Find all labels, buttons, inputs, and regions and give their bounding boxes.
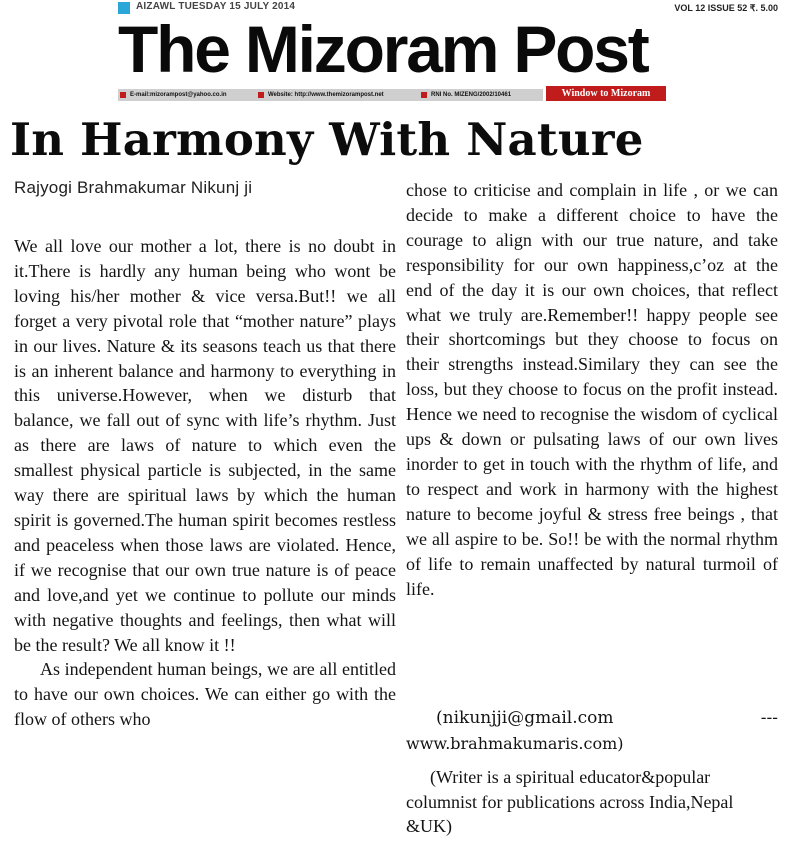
- contact-website: www.brahmakumaris.com): [406, 734, 624, 753]
- writer-note: [406, 765, 778, 839]
- newspaper-title: The Mizoram Post: [118, 12, 648, 86]
- article-right-column: [406, 178, 778, 601]
- contact-email: (nikunjji@gmail.com: [436, 708, 614, 728]
- article-headline: In Harmony With Nature: [10, 113, 644, 166]
- tagline-badge: Window to Mizoram: [546, 86, 666, 101]
- paragraph: chose to criticise and complain in life , or we can decide to make a different choice to have the courage to align with our true nature, and take responsibility for our own happiness,c’oz at the end of the day it is our own choices, that reflect what we truly are.Remember!! happy people see their shortcomings but they choose to focus on their strengths instead.Similary they can see the loss, but they choose to focus on the profit instead. Hence we need to recognise the wisdom of cyclical ups & down or pulsating laws of our own lives inorder to get in touch with the rhythm of life, and to respect and work in harmony with the highest nature to become joyful & stress free beings , that we all aspire to be. So!! be with the normal rhythm of life to remain unaffected by natural turmoil of life.: [406, 180, 778, 599]
- paragraph: As independent human beings, we are all entitled to have our own choices. We can either go with the flow of others who: [14, 659, 396, 730]
- contact-bar: [118, 89, 543, 101]
- rni-text: RNI No. MIZENG/2002/10461: [431, 92, 512, 98]
- bullet-square-icon: [258, 92, 264, 98]
- writer-note-text: (Writer is a spiritual educator&popular columnist for publications across India,Nepal &UK): [406, 767, 734, 836]
- rni-info: [421, 89, 511, 101]
- paragraph: We all love our mother a lot, there is no doubt in it.There is hardly any human being who wont be loving his/her mother & vice versa.But!! we all forget a very pivotal role that “mother nature” plays in our lives. Nature & its seasons teach us that there is an inherent balance and harmony to everything in this universe.However, when we disturb that balance, we fall out of sync with life’s rhythm. Just as there are laws of nature to which even the smallest physical particle is subjected, in the same way there are spiritual laws by which the human spirit is governed.The human spirit becomes restless and peaceless when those laws are violated. Hence, if we recognise that our own true nature is of peace and love,and yet we continue to pollute our minds with negative thoughts and feelings, then what will be the result? We all know it !!: [14, 236, 396, 655]
- edition-date: AIZAWL TUESDAY 15 JULY 2014: [136, 1, 296, 12]
- website-text: Website: http://www.themizorampost.net: [268, 92, 384, 98]
- bullet-square-icon: [421, 92, 427, 98]
- website-info: [258, 89, 384, 101]
- email-info: [120, 89, 227, 101]
- contact-dashes: ---: [760, 708, 778, 728]
- issue-info: VOL 12 ISSUE 52 ₹. 5.00: [674, 3, 778, 13]
- bullet-square-icon: [120, 92, 126, 98]
- contact-block: [406, 706, 778, 756]
- email-text: E-mail:mizorampost@yahoo.co.in: [130, 92, 227, 98]
- article-left-column: [14, 234, 396, 732]
- article-byline: Rajyogi Brahmakumar Nikunj ji: [14, 178, 253, 197]
